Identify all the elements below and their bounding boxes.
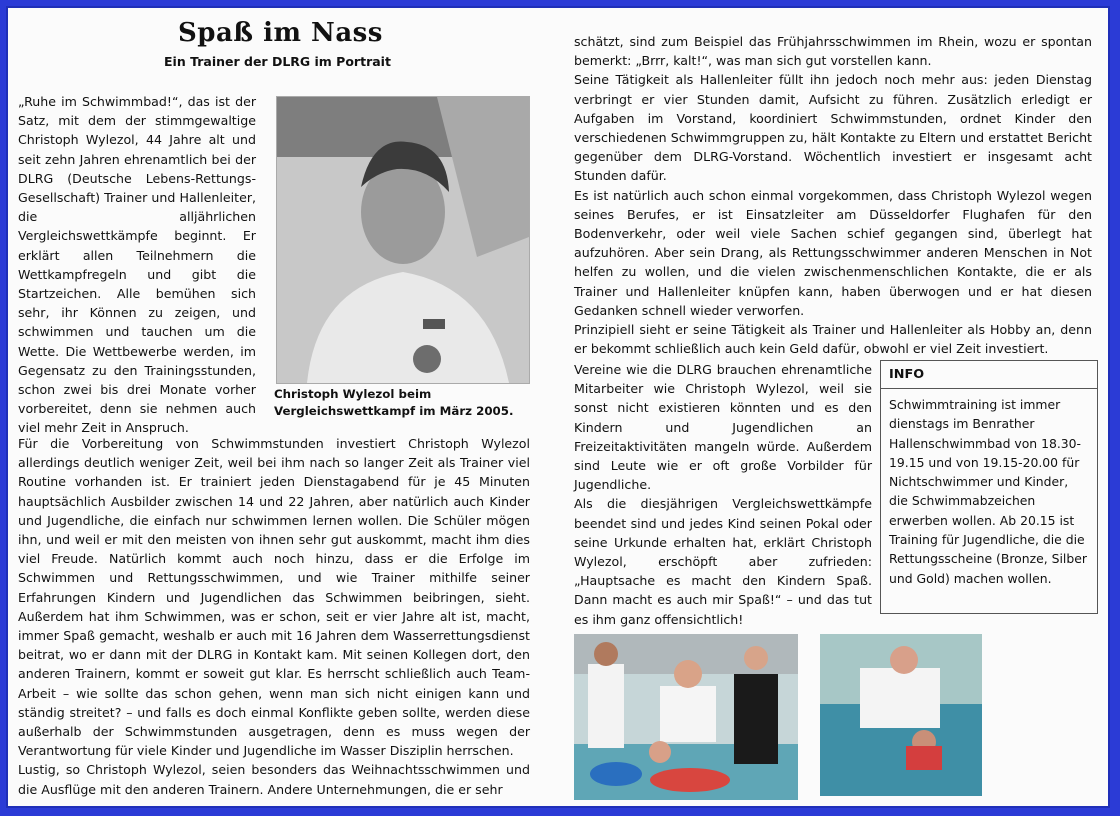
body-left-paragraph-2: Lustig, so Christoph Wylezol, seien besonders das Weihnachtsschwimmen und die Ausflüge mit den anderen Trainern. Andere Unternehmungen, die er sehr (18, 762, 530, 797)
body-left-paragraph: Für die Vorbereitung von Schwimmstunden investiert Christoph Wylezol allerdings deutlich weniger Zeit, weil bei ihm nach so langer Zeit als Trainer viel Routine vorhanden ist. Er trainiert jeden Dienstagabend für je 45 Minuten hauptsächlich Ausbilder zwischen 14 und 22 Jahren, aber natürlich auch Kinder und Jugendliche, die einfach nur schwimmen lernen wollen. Die Schüler mögen ihn, und weil er mit den meisten von ihnen sehr gut auskommt, macht ihm dies viel Freude. Natürlich kommt auch noch hinzu, dass er die Erfolge im Schwimmen und Rettungsschwimmen, und wie Trainer mithilfe seiner Erfahrungen Kindern und Jugendlichen das Schwimmen beibringen, sieht. Außerdem hat ihm Schwimmen, was er schon, seit er vier Jahre alt ist, macht, immer Spaß gemacht, weshalb er auch mit 16 Jahren dem Wasserrettungsdienst beitrat, wo er dann mit der DLRG in Kontakt kam. Mit seinen Kollegen dort, den anderen Trainern, kommt er soweit gut klar. Es herrscht schließlich auch Team-Arbeit – wie sollte das schon gehen, wenn man sich nicht einigen kann und ständig streitet? – und falls es doch einmal Konflikte geben sollte, werden diese außerhalb der Schwimmstunden ausgetragen, denn es muss wegen der Verantwortung für viele Kinder und Jugendliche im Wasser Disziplin herrschen. (18, 436, 530, 759)
article-subtitle: Ein Trainer der DLRG im Portrait (164, 54, 391, 69)
right-paragraph-4: Prinzipiell sieht er seine Tätigkeit als Trainer und Hallenleiter als Hobby an, denn er bekommt schließlich auch kein Geld dafür, obwohl er viel Zeit investiert. (574, 322, 1092, 357)
page-frame (6, 6, 1110, 808)
info-text: Schwimmtraining ist immer dienstags im Benrather Hallenschwimmbad von 18.30-19.15 und von 19.15-20.00 für Nichtschwimmer und Kinder, die Schwimmabzeichen erwerben wollen. Ab 20.15 ist Training für Jugendliche, die die Rettungsscheine (Bronze, Silber und Gold) machen wollen. (889, 397, 1087, 586)
photo-caption: Christoph Wylezol beim Vergleichswettkampf im März 2005. (274, 387, 514, 418)
pool-group-photo (574, 634, 798, 800)
right-paragraph-2: Seine Tätigkeit als Hallenleiter füllt ihn jedoch noch mehr aus: jeden Dienstag verbringt er vier Stunden damit, Aufsicht zu führen. Zusätzlich erledigt er Aufgaben im Vorstand, koordiniert Schwimmstunden, ordnet Kinder den verschiedenen Schwimmgruppen zu, hält Kontakte zu Eltern und erstattet Bericht gegenüber dem DLRG-Vorstand. Wöchentlich investiert er insgesamt acht Stunden dafür. (574, 72, 1092, 184)
info-box (880, 360, 1098, 614)
right-paragraph-3: Es ist natürlich auch schon einmal vorgekommen, dass Christoph Wylezol wegen seines Berufes, er ist Einsatzleiter am Düsseldorfer Flughafen für den Bodenverkehr, oder weil viele Sachen schief gegangen sind, überlegt hat aufzuhören. Aber sein Drang, als Rettungsschwimmer anderen Menschen in Not helfen zu wollen, und die vielen zwischenmenschlichen Kontakte, die er als Trainer und Hallenleiter knüpfen kann, haben überwogen und er hat diesen Gedanken schnell wieder verworfen. (574, 187, 1092, 318)
right-paragraph-1: schätzt, sind zum Beispiel das Frühjahrsschwimmen im Rhein, wozu er spontan bemerkt: „Brrr, kalt!“, was man sich gut vorstellen kann. (574, 34, 1092, 69)
narrow-paragraph-1: Vereine wie die DLRG brauchen ehrenamtliche Mitarbeiter wie Christoph Wylezol, weil sie sonst nicht existieren könnten und es den Kindern und Jugendlichen an Freizeitaktivitäten mangeln würde. Außerdem sind Leute wie er oft große Vorbilder für Jugendliche. (574, 362, 872, 493)
intro-paragraph: „Ruhe im Schwimmbad!“, das ist der Satz, mit dem der stimmgewaltige Christoph Wylezol, 44 Jahre alt und seit zehn Jahren ehrenamtlich bei der DLRG (Deutsche Lebens-Rettungs-Gesellschaft) Trainer und Hallenleiter, die alljährlichen Vergleichswettkämpfe beginnt. Er erklärt allen Teilnehmern die Wettkampfregeln und gibt die Startzeichen. Alle bemühen sich sehr, ihr Können zu zeigen, und schwimmen und tauchen um die Wette. Die Wettbewerbe werden, im Gegensatz zu den Trainingsstunden, schon zwei bis drei Monate vorher vorbereitet, denn sie nehmen auch viel mehr Zeit in Anspruch. (18, 94, 256, 436)
narrow-paragraph-2: Als die diesjährigen Vergleichswettkämpfe beendet sind und jedes Kind seinen Pokal oder seine Urkunde erhalten hat, erklärt Christoph Wylezol, erschöpft aber zufrieden: „Hauptsache es macht den Kindern Spaß. Dann macht es auch mir Spaß!“ – und das tut es ihm ganz offensichtlich! (574, 496, 872, 627)
trainer-portrait-photo (276, 96, 530, 384)
pool-child-photo (820, 634, 982, 796)
article-title: Spaß im Nass (178, 18, 383, 48)
info-heading: INFO (881, 361, 1097, 389)
